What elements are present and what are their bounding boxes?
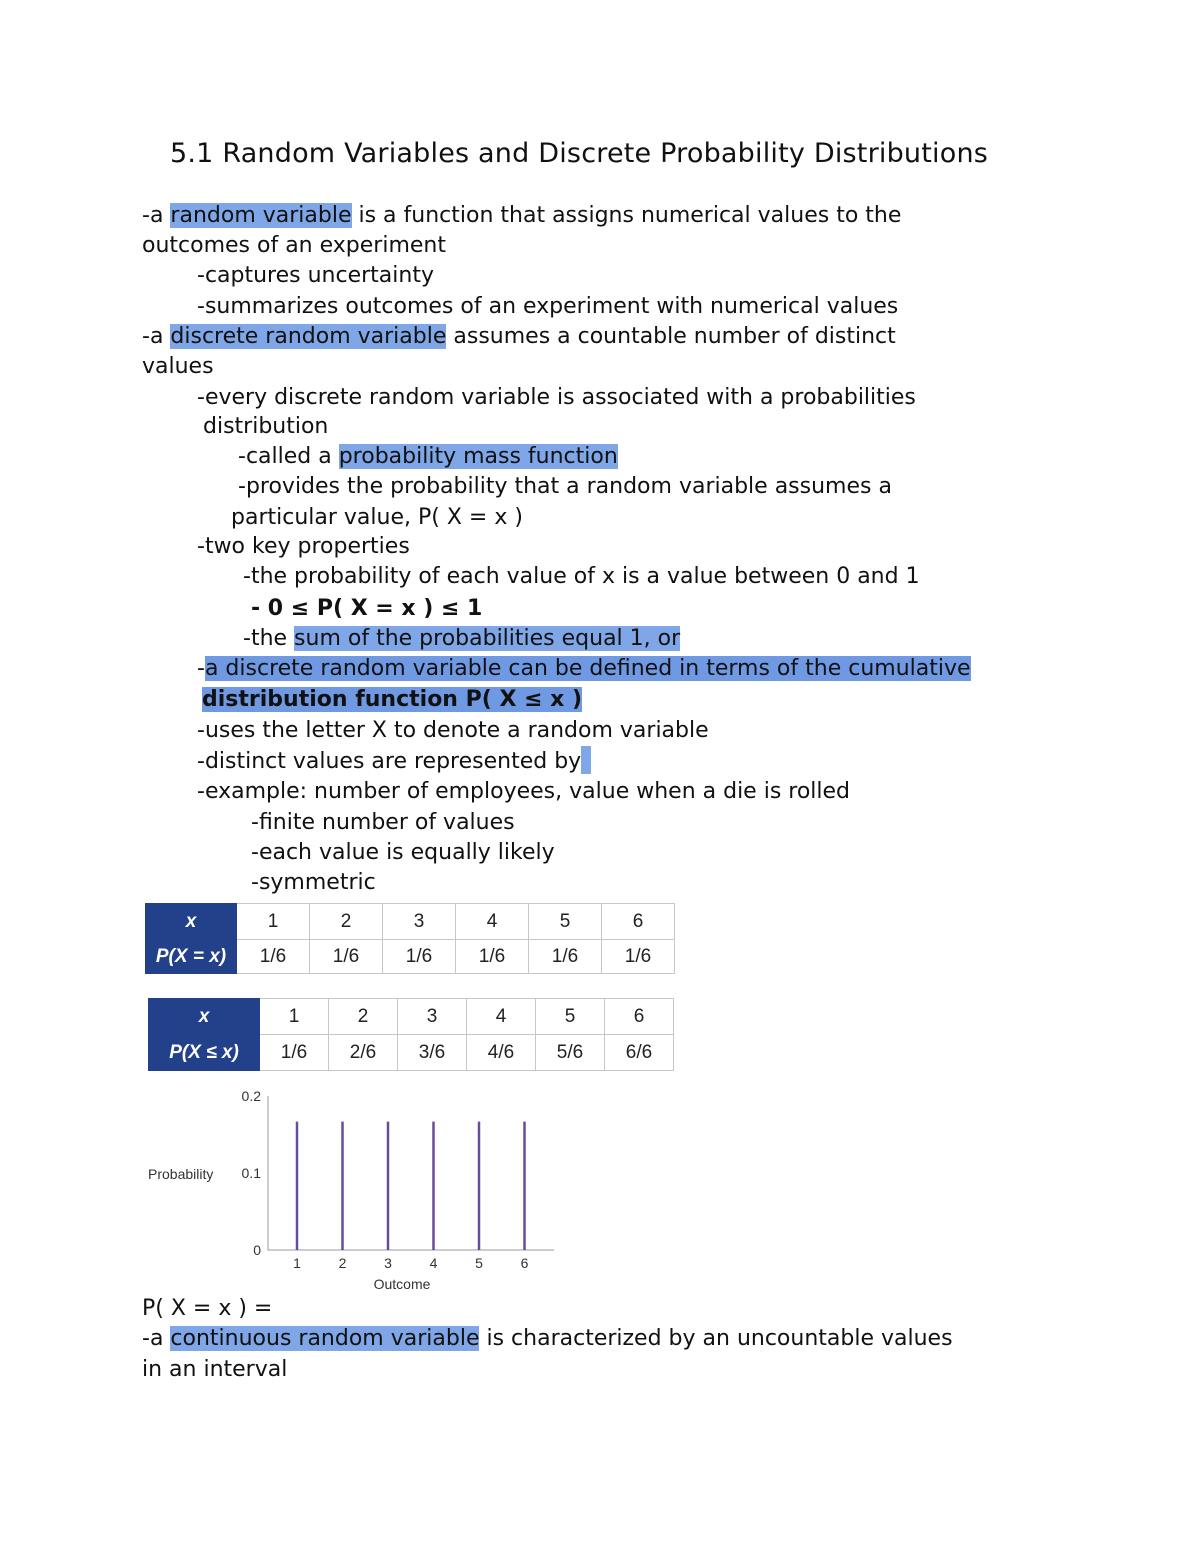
text-line: values (142, 354, 214, 379)
bullet: -finite number of values (251, 810, 515, 835)
highlight-marker (581, 746, 591, 774)
table-cell: 1/6 (456, 940, 529, 974)
table-cell: 6/6 (605, 1035, 674, 1071)
text: -a (142, 203, 171, 228)
highlight-sum-probabilities: sum of the probabilities equal 1, or (294, 626, 681, 651)
table-cell: 6 (605, 999, 674, 1035)
bullet: -uses the letter X to denote a random variable (197, 718, 709, 743)
table-cell: 1/6 (260, 1035, 329, 1071)
x-tick-label: 5 (475, 1255, 483, 1271)
table-cell: 2 (310, 904, 383, 940)
text-line: in an interval (142, 1357, 288, 1382)
table-cell: 4/6 (467, 1035, 536, 1071)
table-cell: 3 (398, 999, 467, 1035)
highlight-random-variable: random variable (170, 203, 352, 228)
pmf-chart (140, 1082, 570, 1297)
bullet: -two key properties (197, 534, 410, 559)
text: -called a (238, 444, 339, 469)
x-tick-label: 3 (384, 1255, 392, 1271)
header-cell: P(X = x) (146, 940, 237, 974)
cdf-table (148, 998, 674, 1071)
y-tick-label: 0.2 (241, 1088, 261, 1104)
bullet: -captures uncertainty (197, 263, 434, 288)
table-cell: 1/6 (310, 940, 383, 974)
table-cell: 5 (536, 999, 605, 1035)
table-cell: 1 (260, 999, 329, 1035)
bullet: -symmetric (251, 870, 376, 895)
highlight-continuous-random-variable: continuous random variable (170, 1326, 480, 1351)
header-cell: P(X ≤ x) (149, 1035, 260, 1071)
highlight-discrete-random-variable: discrete random variable (170, 324, 447, 349)
text: -a (142, 1326, 171, 1351)
bullet: -summarizes outcomes of an experiment with numerical values (197, 294, 899, 319)
table-cell: 6 (602, 904, 675, 940)
pmf-table (145, 903, 675, 974)
bullet: -each value is equally likely (251, 840, 555, 865)
bullet-distinct-values (197, 746, 591, 777)
text-line: distribution (203, 414, 329, 439)
y-tick-label: 0.1 (241, 1165, 261, 1181)
table-cell: 4 (456, 904, 529, 940)
bullet-cdf (197, 654, 971, 684)
bullet: -example: number of employees, value when a die is rolled (197, 779, 851, 804)
definition-continuous-random-variable (142, 1324, 953, 1354)
bullet-sum (243, 624, 680, 654)
table-cell: 5/6 (536, 1035, 605, 1071)
table-cell: 1/6 (529, 940, 602, 974)
text-line: outcomes of an experiment (142, 233, 446, 258)
header-cell: x (149, 999, 260, 1035)
table-cell: 5 (529, 904, 602, 940)
bullet: -provides the probability that a random variable assumes a (238, 474, 892, 499)
highlight-cdf-formula: distribution function P( X ≤ x ) (202, 687, 583, 712)
table-cell: 2 (329, 999, 398, 1035)
text: assumes a countable number of distinct (446, 324, 896, 349)
definition-random-variable (142, 201, 901, 231)
page-title: 5.1 Random Variables and Discrete Probability Distributions (170, 138, 989, 169)
y-axis-label: Probability (148, 1166, 214, 1182)
cdf-line (202, 685, 582, 715)
text: -the (243, 626, 295, 651)
table-cell: 3 (383, 904, 456, 940)
table-cell: 2/6 (329, 1035, 398, 1071)
table-row (146, 940, 675, 974)
bullet-pmf (238, 442, 618, 472)
table-cell: 1 (237, 904, 310, 940)
text-line: P( X = x ) = (142, 1296, 273, 1321)
highlight-probability-mass-function: probability mass function (338, 444, 618, 469)
bullet: -every discrete random variable is associated with a probabilities (197, 385, 916, 410)
x-tick-label: 4 (429, 1255, 438, 1271)
x-tick-label: 1 (293, 1255, 301, 1271)
table-cell: 4 (467, 999, 536, 1035)
y-tick-label: 0 (253, 1242, 261, 1258)
table-cell: 3/6 (398, 1035, 467, 1071)
table-row (149, 999, 674, 1035)
text: -a (142, 324, 171, 349)
x-tick-label: 6 (520, 1255, 529, 1271)
text: is a function that assigns numerical values to the (351, 203, 902, 228)
text: is characterized by an uncountable values (479, 1326, 953, 1351)
table-cell: 1/6 (237, 940, 310, 974)
text-line: particular value, P( X = x ) (231, 505, 523, 530)
inequality: - 0 ≤ P( X = x ) ≤ 1 (251, 596, 483, 621)
table-cell: 1/6 (383, 940, 456, 974)
x-tick-label: 2 (338, 1255, 347, 1271)
text: -distinct values are represented by (197, 749, 582, 774)
table-row (149, 1035, 674, 1071)
table-cell: 1/6 (602, 940, 675, 974)
header-cell: x (146, 904, 237, 940)
definition-discrete-random-variable (142, 322, 896, 352)
x-axis-label: Outcome (373, 1276, 431, 1292)
text: - (197, 656, 205, 681)
bullet: -the probability of each value of x is a value between 0 and 1 (243, 564, 920, 589)
highlight-cdf: a discrete random variable can be defined in terms of the cumulative (204, 656, 971, 681)
table-row (146, 904, 675, 940)
